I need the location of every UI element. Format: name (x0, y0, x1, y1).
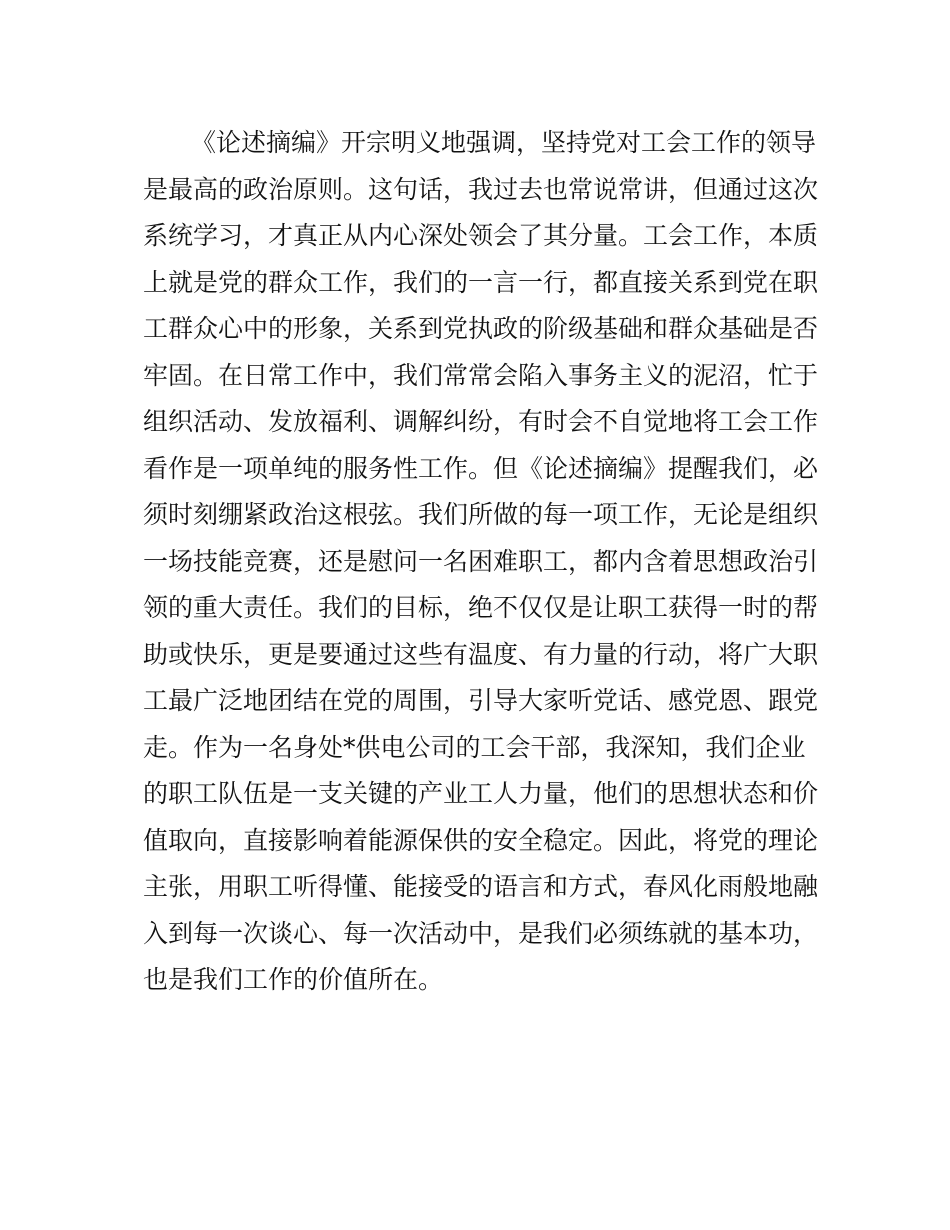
paragraph-line: 也是我们工作的价值所在。 (143, 965, 444, 994)
paragraph-line: 值取向，直接影响着能源保供的安全稳定。因此，将党的理论 (143, 825, 819, 855)
paragraph-line: 工最广泛地团结在党的周围，引导大家听党话、感党恩、跟党 (143, 686, 819, 715)
paragraph-line: 一场技能竞赛，还是慰问一名困难职工，都内含着思想政治引 (143, 546, 819, 576)
paragraph-line: 系统学习，才真正从内心深处领会了其分量。工会工作，本质 (143, 221, 819, 250)
paragraph-line: 走。作为一名身处*供电公司的工会干部，我深知，我们企业 (143, 732, 806, 762)
paragraph-line: 《论述摘编》开宗明义地强调，坚持党对工会工作的领导 (191, 128, 817, 157)
paragraph-line: 领的重大责任。我们的目标，绝不仅仅是让职工获得一时的帮 (143, 593, 819, 622)
paragraph-line: 的职工队伍是一支关键的产业工人力量，他们的思想状态和价 (143, 779, 819, 808)
paragraph-line: 组织活动、发放福利、调解纠纷，有时会不自觉地将工会工作 (143, 407, 819, 436)
paragraph-line: 是最高的政治原则。这句话，我过去也常说常讲，但通过这次 (143, 174, 819, 204)
paragraph-line: 主张，用职工听得懂、能接受的语言和方式，春风化雨般地融 (143, 872, 819, 901)
paragraph-line: 上就是党的群众工作，我们的一言一行，都直接关系到党在职 (143, 267, 819, 297)
paragraph-line: 工群众心中的形象，关系到党执政的阶级基础和群众基础是否 (143, 314, 819, 343)
paragraph-line: 助或快乐，更是要通过这些有温度、有力量的行动，将广大职 (143, 639, 819, 669)
paragraph-line: 入到每一次谈心、每一次活动中，是我们必须练就的基本功， (143, 918, 819, 948)
paragraph-line: 看作是一项单纯的服务性工作。但《论述摘编》提醒我们，必 (143, 453, 819, 483)
body-paragraph (143, 120, 823, 1004)
paragraph-line: 须时刻绷紧政治这根弦。我们所做的每一项工作，无论是组织 (143, 500, 819, 529)
paragraph-line: 牢固。在日常工作中，我们常常会陷入事务主义的泥沼，忙于 (143, 360, 819, 390)
